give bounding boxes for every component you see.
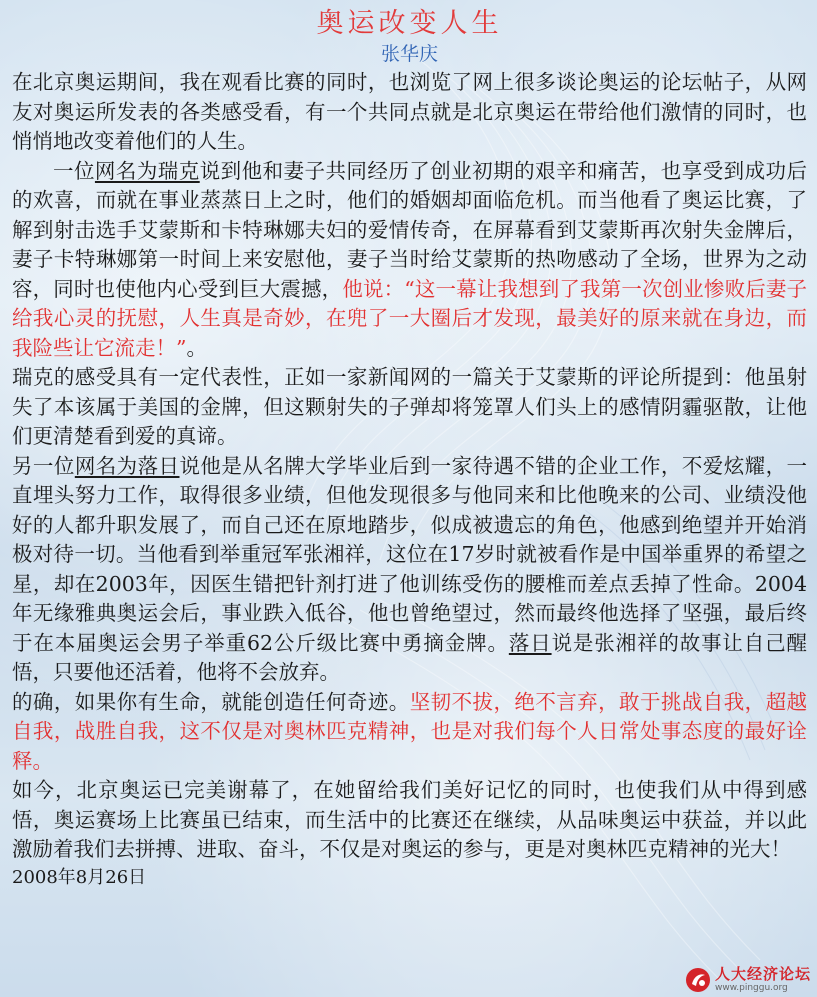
article-body [12,68,807,865]
forum-url: www.pinggu.org [714,983,788,993]
paragraph-text: 一位 [53,158,95,183]
paragraph-text: 在北京奥运期间，我在观看比赛的同时，也浏览了网上很多谈论奥运的论坛帖子，从网友对奥运所发表的各类感受看，有一个共同点就是北京奥运在带给他们激情的同时，也悄悄地改变着他们的人生。 [12,70,807,153]
paragraph-text: 。 [186,335,207,360]
article-date: 2008年8月26日 [12,866,147,888]
paragraph-text: 如今，北京奥运已完美谢幕了，在她留给我们美好记忆的同时，也使我们从中得到感悟，奥运赛场上比赛虽已结束，而生活中的比赛还在继续，从品味奥运中获益，并以此激励着我们去拼搏、进取、奋斗，不仅是对奥运的参与，更是对奥林匹克精神的光大！ [12,778,807,861]
article-paragraph [12,68,807,157]
paragraph-text: 另一位 [12,453,75,478]
forum-name: 人大经济论坛 [714,965,811,983]
forum-logo-icon [685,967,711,993]
article-paragraph [12,157,807,364]
underlined-text: 网名为瑞克 [94,158,200,183]
article-title: 奥运改变人生 [316,8,503,39]
article-paragraph [12,688,807,777]
paragraph-text: 瑞克的感受具有一定代表性，正如一家新闻网的一篇关于艾蒙斯的评论所提到：他虽射失了本该属于美国的金牌，但这颗射失的子弹却将笼罩人们头上的感情阴霾驱散，让他们更清楚看到爱的真谛。 [12,365,807,448]
highlighted-text: 坚韧不拔，绝不言弃，敢于挑战自我，超越自我，战胜自我，这不仅是对奥林匹克精神，也是对我们每个人日常处事态度的最好诠释。 [12,689,808,773]
highlighted-text: 他说：“这一幕让我想到了我第一次创业惨败后妻子给我心灵的抚慰，人生真是奇妙，在兜了一大圈后才发现，最美好的原来就在身边，而我险些让它流走！” [12,276,808,360]
forum-watermark-logo [685,967,811,993]
article-paragraph [12,363,807,452]
paragraph-text: 说到他和妻子共同经历了创业初期的艰辛和痛苦，也享受到成功后的欢喜，而就在事业蒸蒸日上之时，他们的婚姻却面临危机。而当他看了奥运比赛，了解到射击选手艾蒙斯和卡特琳娜夫妇的爱情传奇，在屏幕看到艾蒙斯再次射失金牌后，妻子卡特琳娜第一时间上来安慰他，妻子当时给艾蒙斯的热吻感动了全场，世界为之动容，同时也使他内心受到巨大震撼， [12,158,808,301]
paragraph-text: 说是张湘祥的故事让自己醒悟，只要他还活着，他将不会放弃。 [12,630,808,684]
paragraph-text: 的确，如果你有生命，就能创造任何奇迹。 [12,689,410,714]
article-paragraph [12,776,807,865]
paragraph-text: 说他是从名牌大学毕业后到一家待遇不错的企业工作，不爱炫耀，一直埋头努力工作，取得很多业绩，但他发现很多与他同来和比他晚来的公司、业绩没他好的人都升职发展了，而自己还在原地踏步，似成被遗忘的角色，他感到绝望并开始消极对待一切。当他看到举重冠军张湘祥，这位在17岁时就被看作是中国举重界的希望之星，却在2003年，因医生错把针剂打进了他训练受伤的腰椎而差点丢掉了性命。2004年无缘雅典奥运会后，事业跌入低谷，他也曾绝望过，然而最终他选择了坚强，最后终于在本届奥运会男子举重62公斤级比赛中勇摘金牌。 [12,453,808,655]
underlined-text: 落日 [508,630,552,655]
article-author: 张华庆 [380,43,438,65]
underlined-text: 网名为落日 [74,453,180,478]
article [12,6,807,891]
article-paragraph [12,452,807,688]
